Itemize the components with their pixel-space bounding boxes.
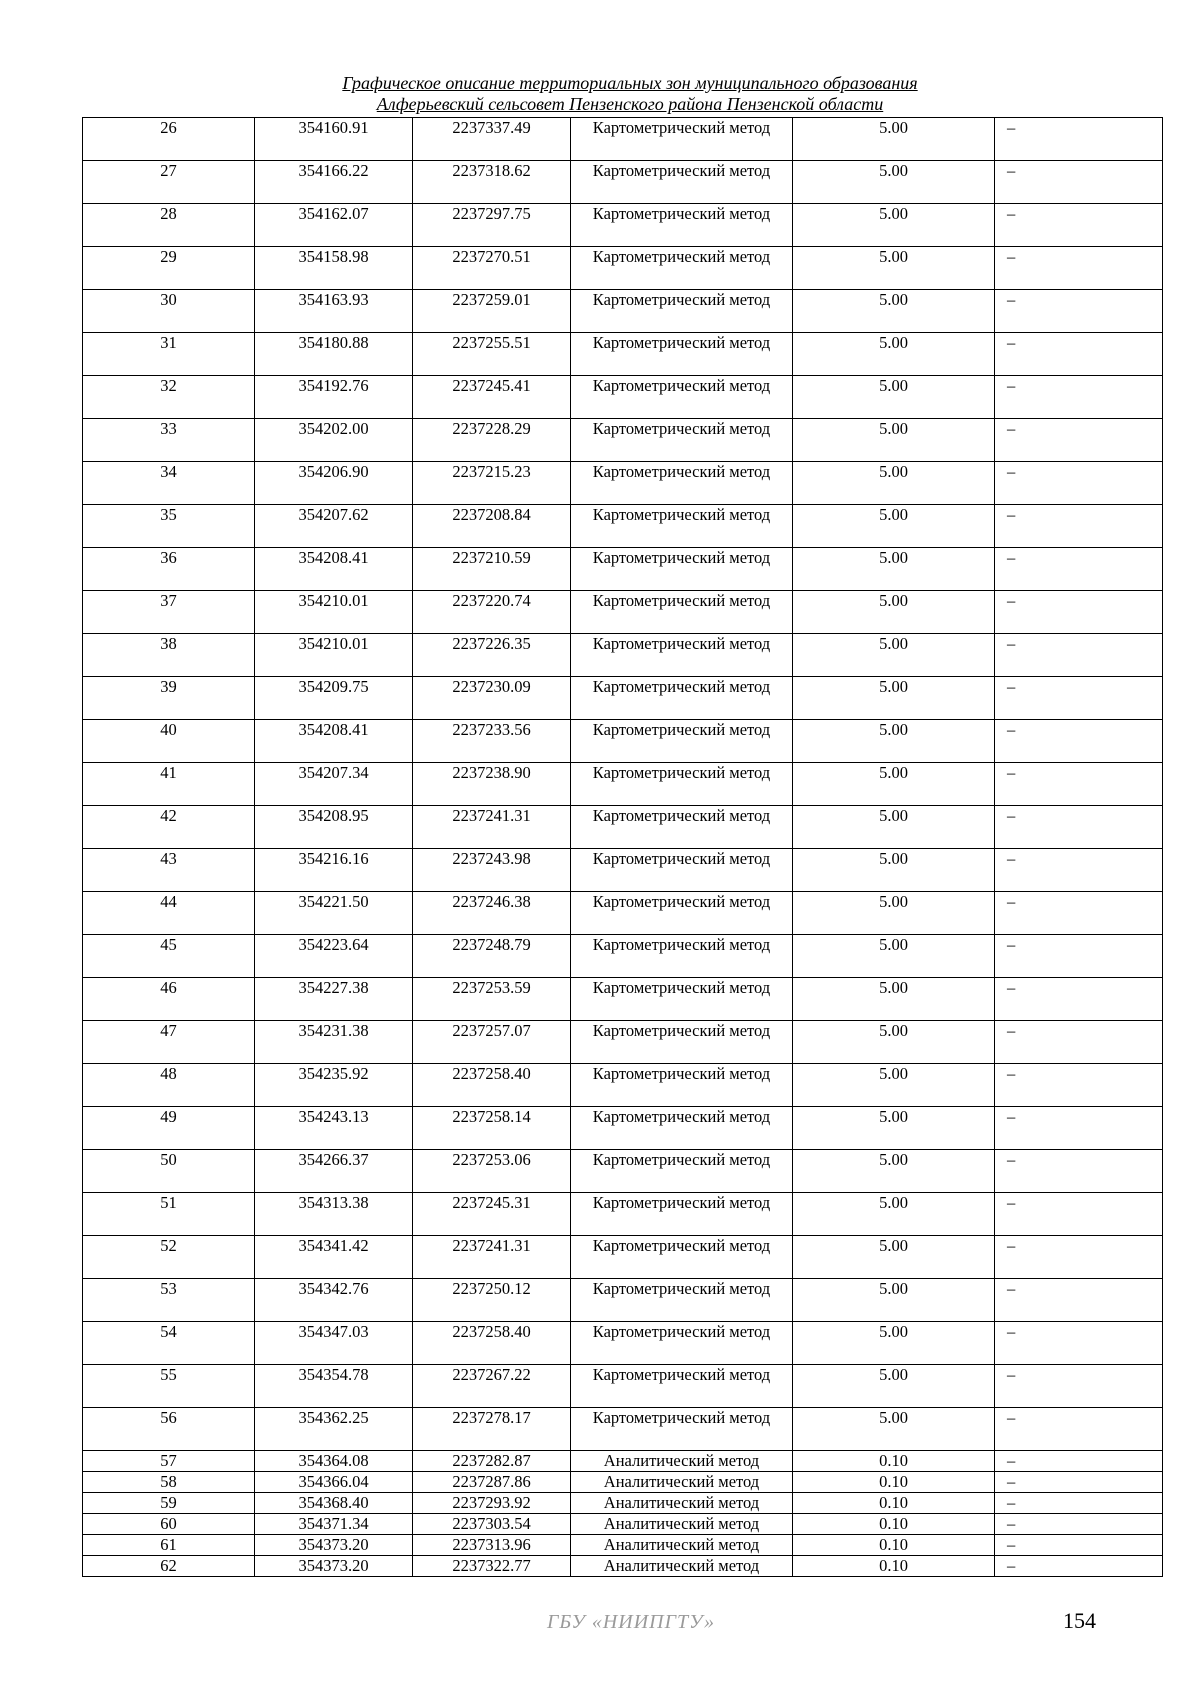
y-coordinate-cell: 2237282.87 bbox=[413, 1451, 571, 1472]
note-cell: – bbox=[995, 806, 1163, 849]
y-coordinate-cell: 2237241.31 bbox=[413, 1236, 571, 1279]
y-coordinate-cell: 2237255.51 bbox=[413, 333, 571, 376]
method-cell: Картометрический метод bbox=[571, 935, 793, 978]
table-row bbox=[83, 591, 1163, 634]
method-cell: Картометрический метод bbox=[571, 462, 793, 505]
accuracy-cell: 5.00 bbox=[793, 505, 995, 548]
x-coordinate-cell: 354216.16 bbox=[255, 849, 413, 892]
point-number-cell: 59 bbox=[83, 1493, 255, 1514]
x-coordinate-cell: 354364.08 bbox=[255, 1451, 413, 1472]
point-number-cell: 58 bbox=[83, 1472, 255, 1493]
method-cell: Картометрический метод bbox=[571, 677, 793, 720]
point-number-cell: 41 bbox=[83, 763, 255, 806]
accuracy-cell: 5.00 bbox=[793, 548, 995, 591]
point-number-cell: 48 bbox=[83, 1064, 255, 1107]
method-cell: Аналитический метод bbox=[571, 1451, 793, 1472]
point-number-cell: 33 bbox=[83, 419, 255, 462]
point-number-cell: 51 bbox=[83, 1193, 255, 1236]
point-number-cell: 40 bbox=[83, 720, 255, 763]
accuracy-cell: 5.00 bbox=[793, 462, 995, 505]
point-number-cell: 49 bbox=[83, 1107, 255, 1150]
accuracy-cell: 5.00 bbox=[793, 1279, 995, 1322]
method-cell: Аналитический метод bbox=[571, 1472, 793, 1493]
table-row bbox=[83, 333, 1163, 376]
point-number-cell: 50 bbox=[83, 1150, 255, 1193]
note-cell: – bbox=[995, 1064, 1163, 1107]
point-number-cell: 37 bbox=[83, 591, 255, 634]
accuracy-cell: 5.00 bbox=[793, 1365, 995, 1408]
method-cell: Аналитический метод bbox=[571, 1556, 793, 1577]
y-coordinate-cell: 2237287.86 bbox=[413, 1472, 571, 1493]
y-coordinate-cell: 2237259.01 bbox=[413, 290, 571, 333]
x-coordinate-cell: 354368.40 bbox=[255, 1493, 413, 1514]
x-coordinate-cell: 354231.38 bbox=[255, 1021, 413, 1064]
note-cell: – bbox=[995, 1322, 1163, 1365]
point-number-cell: 42 bbox=[83, 806, 255, 849]
page-number: 154 bbox=[1063, 1608, 1096, 1633]
note-cell: – bbox=[995, 247, 1163, 290]
point-number-cell: 28 bbox=[83, 204, 255, 247]
method-cell: Картометрический метод bbox=[571, 376, 793, 419]
method-cell: Картометрический метод bbox=[571, 290, 793, 333]
y-coordinate-cell: 2237215.23 bbox=[413, 462, 571, 505]
y-coordinate-cell: 2237293.92 bbox=[413, 1493, 571, 1514]
y-coordinate-cell: 2237258.14 bbox=[413, 1107, 571, 1150]
accuracy-cell: 5.00 bbox=[793, 720, 995, 763]
method-cell: Картометрический метод bbox=[571, 505, 793, 548]
method-cell: Картометрический метод bbox=[571, 1064, 793, 1107]
x-coordinate-cell: 354347.03 bbox=[255, 1322, 413, 1365]
note-cell: – bbox=[995, 505, 1163, 548]
accuracy-cell: 5.00 bbox=[793, 290, 995, 333]
accuracy-cell: 5.00 bbox=[793, 419, 995, 462]
table-row bbox=[83, 1514, 1163, 1535]
table-row bbox=[83, 1493, 1163, 1514]
note-cell: – bbox=[995, 548, 1163, 591]
coordinates-table bbox=[82, 117, 1163, 1577]
table-row bbox=[83, 1408, 1163, 1451]
method-cell: Картометрический метод bbox=[571, 548, 793, 591]
table-row bbox=[83, 1365, 1163, 1408]
accuracy-cell: 0.10 bbox=[793, 1514, 995, 1535]
table-row bbox=[83, 1193, 1163, 1236]
point-number-cell: 53 bbox=[83, 1279, 255, 1322]
method-cell: Аналитический метод bbox=[571, 1493, 793, 1514]
x-coordinate-cell: 354371.34 bbox=[255, 1514, 413, 1535]
point-number-cell: 45 bbox=[83, 935, 255, 978]
table-row bbox=[83, 376, 1163, 419]
accuracy-cell: 5.00 bbox=[793, 1064, 995, 1107]
note-cell: – bbox=[995, 677, 1163, 720]
method-cell: Картометрический метод bbox=[571, 161, 793, 204]
accuracy-cell: 5.00 bbox=[793, 376, 995, 419]
x-coordinate-cell: 354202.00 bbox=[255, 419, 413, 462]
note-cell: – bbox=[995, 1556, 1163, 1577]
note-cell: – bbox=[995, 978, 1163, 1021]
accuracy-cell: 5.00 bbox=[793, 978, 995, 1021]
method-cell: Картометрический метод bbox=[571, 204, 793, 247]
y-coordinate-cell: 2237228.29 bbox=[413, 419, 571, 462]
method-cell: Картометрический метод bbox=[571, 1021, 793, 1064]
method-cell: Картометрический метод bbox=[571, 1107, 793, 1150]
note-cell: – bbox=[995, 1193, 1163, 1236]
x-coordinate-cell: 354223.64 bbox=[255, 935, 413, 978]
y-coordinate-cell: 2237313.96 bbox=[413, 1535, 571, 1556]
y-coordinate-cell: 2237220.74 bbox=[413, 591, 571, 634]
point-number-cell: 32 bbox=[83, 376, 255, 419]
y-coordinate-cell: 2237253.06 bbox=[413, 1150, 571, 1193]
x-coordinate-cell: 354208.41 bbox=[255, 720, 413, 763]
accuracy-cell: 5.00 bbox=[793, 161, 995, 204]
method-cell: Картометрический метод bbox=[571, 978, 793, 1021]
table-row bbox=[83, 935, 1163, 978]
point-number-cell: 52 bbox=[83, 1236, 255, 1279]
x-coordinate-cell: 354206.90 bbox=[255, 462, 413, 505]
method-cell: Картометрический метод bbox=[571, 806, 793, 849]
note-cell: – bbox=[995, 849, 1163, 892]
table-row bbox=[83, 677, 1163, 720]
point-number-cell: 29 bbox=[83, 247, 255, 290]
table-row bbox=[83, 1472, 1163, 1493]
table-row bbox=[83, 118, 1163, 161]
x-coordinate-cell: 354192.76 bbox=[255, 376, 413, 419]
document-header bbox=[0, 73, 1200, 115]
x-coordinate-cell: 354373.20 bbox=[255, 1535, 413, 1556]
y-coordinate-cell: 2237208.84 bbox=[413, 505, 571, 548]
y-coordinate-cell: 2237245.31 bbox=[413, 1193, 571, 1236]
point-number-cell: 38 bbox=[83, 634, 255, 677]
note-cell: – bbox=[995, 1472, 1163, 1493]
note-cell: – bbox=[995, 204, 1163, 247]
note-cell: – bbox=[995, 1107, 1163, 1150]
table-row bbox=[83, 161, 1163, 204]
point-number-cell: 55 bbox=[83, 1365, 255, 1408]
point-number-cell: 31 bbox=[83, 333, 255, 376]
table-row bbox=[83, 720, 1163, 763]
point-number-cell: 47 bbox=[83, 1021, 255, 1064]
y-coordinate-cell: 2237270.51 bbox=[413, 247, 571, 290]
method-cell: Картометрический метод bbox=[571, 247, 793, 290]
accuracy-cell: 0.10 bbox=[793, 1451, 995, 1472]
accuracy-cell: 5.00 bbox=[793, 1150, 995, 1193]
table-row bbox=[83, 849, 1163, 892]
table-row bbox=[83, 548, 1163, 591]
x-coordinate-cell: 354354.78 bbox=[255, 1365, 413, 1408]
y-coordinate-cell: 2237278.17 bbox=[413, 1408, 571, 1451]
y-coordinate-cell: 2237322.77 bbox=[413, 1556, 571, 1577]
note-cell: – bbox=[995, 118, 1163, 161]
note-cell: – bbox=[995, 1365, 1163, 1408]
note-cell: – bbox=[995, 720, 1163, 763]
x-coordinate-cell: 354207.62 bbox=[255, 505, 413, 548]
table-row bbox=[83, 1535, 1163, 1556]
y-coordinate-cell: 2237253.59 bbox=[413, 978, 571, 1021]
accuracy-cell: 5.00 bbox=[793, 763, 995, 806]
accuracy-cell: 0.10 bbox=[793, 1493, 995, 1514]
point-number-cell: 57 bbox=[83, 1451, 255, 1472]
accuracy-cell: 5.00 bbox=[793, 892, 995, 935]
method-cell: Картометрический метод bbox=[571, 419, 793, 462]
note-cell: – bbox=[995, 1150, 1163, 1193]
x-coordinate-cell: 354243.13 bbox=[255, 1107, 413, 1150]
y-coordinate-cell: 2237258.40 bbox=[413, 1064, 571, 1107]
accuracy-cell: 5.00 bbox=[793, 1107, 995, 1150]
table-row bbox=[83, 1021, 1163, 1064]
accuracy-cell: 5.00 bbox=[793, 1021, 995, 1064]
y-coordinate-cell: 2237226.35 bbox=[413, 634, 571, 677]
point-number-cell: 62 bbox=[83, 1556, 255, 1577]
note-cell: – bbox=[995, 419, 1163, 462]
coordinates-table-body bbox=[83, 118, 1163, 1577]
note-cell: – bbox=[995, 290, 1163, 333]
x-coordinate-cell: 354208.95 bbox=[255, 806, 413, 849]
accuracy-cell: 5.00 bbox=[793, 849, 995, 892]
accuracy-cell: 5.00 bbox=[793, 204, 995, 247]
point-number-cell: 26 bbox=[83, 118, 255, 161]
x-coordinate-cell: 354362.25 bbox=[255, 1408, 413, 1451]
table-row bbox=[83, 806, 1163, 849]
method-cell: Аналитический метод bbox=[571, 1535, 793, 1556]
table-row bbox=[83, 1322, 1163, 1365]
note-cell: – bbox=[995, 333, 1163, 376]
y-coordinate-cell: 2237210.59 bbox=[413, 548, 571, 591]
method-cell: Картометрический метод bbox=[571, 1365, 793, 1408]
method-cell: Картометрический метод bbox=[571, 591, 793, 634]
note-cell: – bbox=[995, 161, 1163, 204]
y-coordinate-cell: 2237318.62 bbox=[413, 161, 571, 204]
x-coordinate-cell: 354342.76 bbox=[255, 1279, 413, 1322]
note-cell: – bbox=[995, 763, 1163, 806]
point-number-cell: 36 bbox=[83, 548, 255, 591]
y-coordinate-cell: 2237241.31 bbox=[413, 806, 571, 849]
x-coordinate-cell: 354160.91 bbox=[255, 118, 413, 161]
method-cell: Картометрический метод bbox=[571, 763, 793, 806]
table-row bbox=[83, 634, 1163, 677]
table-row bbox=[83, 1107, 1163, 1150]
y-coordinate-cell: 2237246.38 bbox=[413, 892, 571, 935]
accuracy-cell: 0.10 bbox=[793, 1535, 995, 1556]
method-cell: Аналитический метод bbox=[571, 1514, 793, 1535]
y-coordinate-cell: 2237257.07 bbox=[413, 1021, 571, 1064]
note-cell: – bbox=[995, 1535, 1163, 1556]
method-cell: Картометрический метод bbox=[571, 1408, 793, 1451]
x-coordinate-cell: 354209.75 bbox=[255, 677, 413, 720]
x-coordinate-cell: 354158.98 bbox=[255, 247, 413, 290]
point-number-cell: 44 bbox=[83, 892, 255, 935]
point-number-cell: 27 bbox=[83, 161, 255, 204]
x-coordinate-cell: 354207.34 bbox=[255, 763, 413, 806]
x-coordinate-cell: 354366.04 bbox=[255, 1472, 413, 1493]
x-coordinate-cell: 354341.42 bbox=[255, 1236, 413, 1279]
method-cell: Картометрический метод bbox=[571, 849, 793, 892]
x-coordinate-cell: 354208.41 bbox=[255, 548, 413, 591]
y-coordinate-cell: 2237238.90 bbox=[413, 763, 571, 806]
x-coordinate-cell: 354210.01 bbox=[255, 591, 413, 634]
note-cell: – bbox=[995, 1279, 1163, 1322]
accuracy-cell: 5.00 bbox=[793, 634, 995, 677]
x-coordinate-cell: 354210.01 bbox=[255, 634, 413, 677]
accuracy-cell: 5.00 bbox=[793, 247, 995, 290]
note-cell: – bbox=[995, 1514, 1163, 1535]
point-number-cell: 54 bbox=[83, 1322, 255, 1365]
table-row bbox=[83, 462, 1163, 505]
point-number-cell: 30 bbox=[83, 290, 255, 333]
point-number-cell: 60 bbox=[83, 1514, 255, 1535]
header-title-line-1: Графическое описание территориальных зон муниципального образования bbox=[342, 73, 918, 93]
accuracy-cell: 5.00 bbox=[793, 591, 995, 634]
method-cell: Картометрический метод bbox=[571, 720, 793, 763]
method-cell: Картометрический метод bbox=[571, 1279, 793, 1322]
method-cell: Картометрический метод bbox=[571, 892, 793, 935]
method-cell: Картометрический метод bbox=[571, 333, 793, 376]
note-cell: – bbox=[995, 892, 1163, 935]
method-cell: Картометрический метод bbox=[571, 1236, 793, 1279]
method-cell: Картометрический метод bbox=[571, 1322, 793, 1365]
y-coordinate-cell: 2237337.49 bbox=[413, 118, 571, 161]
point-number-cell: 43 bbox=[83, 849, 255, 892]
accuracy-cell: 5.00 bbox=[793, 118, 995, 161]
note-cell: – bbox=[995, 462, 1163, 505]
accuracy-cell: 5.00 bbox=[793, 677, 995, 720]
table-row bbox=[83, 892, 1163, 935]
table-row bbox=[83, 247, 1163, 290]
y-coordinate-cell: 2237248.79 bbox=[413, 935, 571, 978]
x-coordinate-cell: 354180.88 bbox=[255, 333, 413, 376]
table-row bbox=[83, 290, 1163, 333]
table-row bbox=[83, 1279, 1163, 1322]
y-coordinate-cell: 2237267.22 bbox=[413, 1365, 571, 1408]
x-coordinate-cell: 354266.37 bbox=[255, 1150, 413, 1193]
y-coordinate-cell: 2237233.56 bbox=[413, 720, 571, 763]
note-cell: – bbox=[995, 1493, 1163, 1514]
header-title-line-2: Алферьевский сельсовет Пензенского района Пензенской области bbox=[376, 94, 884, 114]
x-coordinate-cell: 354221.50 bbox=[255, 892, 413, 935]
y-coordinate-cell: 2237297.75 bbox=[413, 204, 571, 247]
accuracy-cell: 5.00 bbox=[793, 806, 995, 849]
y-coordinate-cell: 2237303.54 bbox=[413, 1514, 571, 1535]
accuracy-cell: 5.00 bbox=[793, 1193, 995, 1236]
table-row bbox=[83, 419, 1163, 462]
x-coordinate-cell: 354163.93 bbox=[255, 290, 413, 333]
x-coordinate-cell: 354313.38 bbox=[255, 1193, 413, 1236]
point-number-cell: 46 bbox=[83, 978, 255, 1021]
note-cell: – bbox=[995, 376, 1163, 419]
y-coordinate-cell: 2237258.40 bbox=[413, 1322, 571, 1365]
point-number-cell: 61 bbox=[83, 1535, 255, 1556]
y-coordinate-cell: 2237245.41 bbox=[413, 376, 571, 419]
method-cell: Картометрический метод bbox=[571, 118, 793, 161]
x-coordinate-cell: 354166.22 bbox=[255, 161, 413, 204]
note-cell: – bbox=[995, 1408, 1163, 1451]
accuracy-cell: 5.00 bbox=[793, 935, 995, 978]
point-number-cell: 34 bbox=[83, 462, 255, 505]
x-coordinate-cell: 354227.38 bbox=[255, 978, 413, 1021]
x-coordinate-cell: 354235.92 bbox=[255, 1064, 413, 1107]
y-coordinate-cell: 2237250.12 bbox=[413, 1279, 571, 1322]
method-cell: Картометрический метод bbox=[571, 1193, 793, 1236]
table-row bbox=[83, 505, 1163, 548]
note-cell: – bbox=[995, 935, 1163, 978]
point-number-cell: 35 bbox=[83, 505, 255, 548]
y-coordinate-cell: 2237243.98 bbox=[413, 849, 571, 892]
table-row bbox=[83, 204, 1163, 247]
footer-organization: ГБУ «НИИПГТУ» bbox=[547, 1611, 716, 1633]
accuracy-cell: 5.00 bbox=[793, 1236, 995, 1279]
table-row bbox=[83, 763, 1163, 806]
y-coordinate-cell: 2237230.09 bbox=[413, 677, 571, 720]
accuracy-cell: 5.00 bbox=[793, 1408, 995, 1451]
note-cell: – bbox=[995, 634, 1163, 677]
method-cell: Картометрический метод bbox=[571, 1150, 793, 1193]
accuracy-cell: 5.00 bbox=[793, 333, 995, 376]
table-row bbox=[83, 1150, 1163, 1193]
point-number-cell: 56 bbox=[83, 1408, 255, 1451]
table-row bbox=[83, 1236, 1163, 1279]
note-cell: – bbox=[995, 1021, 1163, 1064]
point-number-cell: 39 bbox=[83, 677, 255, 720]
x-coordinate-cell: 354373.20 bbox=[255, 1556, 413, 1577]
table-row bbox=[83, 978, 1163, 1021]
note-cell: – bbox=[995, 1236, 1163, 1279]
method-cell: Картометрический метод bbox=[571, 634, 793, 677]
accuracy-cell: 0.10 bbox=[793, 1556, 995, 1577]
table-row bbox=[83, 1556, 1163, 1577]
x-coordinate-cell: 354162.07 bbox=[255, 204, 413, 247]
note-cell: – bbox=[995, 591, 1163, 634]
table-row bbox=[83, 1064, 1163, 1107]
accuracy-cell: 0.10 bbox=[793, 1472, 995, 1493]
accuracy-cell: 5.00 bbox=[793, 1322, 995, 1365]
table-row bbox=[83, 1451, 1163, 1472]
note-cell: – bbox=[995, 1451, 1163, 1472]
